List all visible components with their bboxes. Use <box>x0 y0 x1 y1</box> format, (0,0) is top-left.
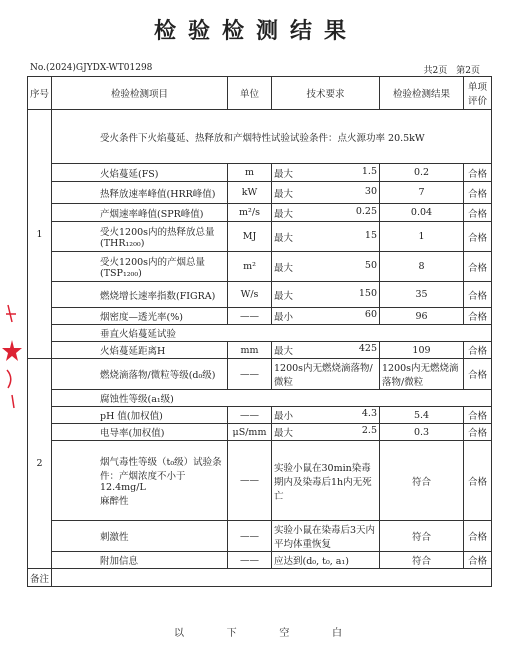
item-name: pH 值(加权值) <box>100 411 163 422</box>
item-cell <box>52 204 228 222</box>
eval-cell: 合格 <box>464 342 492 359</box>
item-cell <box>52 424 228 441</box>
table-row <box>28 521 492 552</box>
req-type: 最大 <box>274 346 294 357</box>
row-number: 1 <box>28 110 52 359</box>
table-row <box>28 182 492 204</box>
req-cell: 1200s内无燃烧滴落物/微粒 <box>272 359 380 390</box>
req-cell <box>272 308 380 325</box>
eval-cell: 合格 <box>464 182 492 204</box>
req-cell <box>272 164 380 182</box>
req-cell: 实验小鼠在30min染毒期内及染毒后1h内无死亡 <box>272 441 380 521</box>
item-name: 电导率(加权值) <box>100 428 165 439</box>
eval-cell: 合格 <box>464 252 492 282</box>
eval-cell: 合格 <box>464 552 492 569</box>
table-row <box>28 424 492 441</box>
item-name: 刺激性 <box>100 532 129 543</box>
req-value: 50 <box>364 259 377 271</box>
req-type: 最小 <box>274 312 294 323</box>
table-row <box>28 164 492 182</box>
remarks-label: 备注 <box>28 569 52 587</box>
item-name: 燃烧滴落物/微粒等级(d₀级) <box>100 370 216 381</box>
results-table <box>27 76 492 587</box>
test-condition: 受火条件下火焰蔓延、热释放和产烟特性试验试验条件：点火源功率 20.5kW <box>52 110 492 164</box>
eval-cell: 合格 <box>464 308 492 325</box>
unit-cell: MJ <box>228 222 272 252</box>
result-cell: 符合 <box>380 521 464 552</box>
result-cell: 符合 <box>380 441 464 521</box>
req-value: 150 <box>358 287 377 299</box>
col-header: 技术要求 <box>272 77 380 110</box>
eval-cell: 合格 <box>464 222 492 252</box>
req-value: 1.5 <box>361 165 377 177</box>
unit-cell: —— <box>228 407 272 424</box>
req-type: 最大 <box>274 188 294 200</box>
item-cell <box>52 308 228 325</box>
unit-cell: —— <box>228 552 272 569</box>
item-cell <box>52 552 228 569</box>
item-name: 烟密度—透光率(%) <box>100 312 183 323</box>
item-cell <box>52 342 228 359</box>
item-cell <box>52 521 228 552</box>
unit-cell: —— <box>228 441 272 521</box>
req-type: 最大 <box>274 232 294 244</box>
table-row <box>28 110 492 164</box>
table-row <box>28 407 492 424</box>
req-cell <box>272 342 380 359</box>
item-cell <box>52 441 228 521</box>
req-type: 最大 <box>274 428 294 439</box>
result-cell: 0.2 <box>380 164 464 182</box>
eval-cell: 合格 <box>464 407 492 424</box>
table-row <box>28 325 492 342</box>
req-type: 最大 <box>274 168 294 180</box>
table-row <box>28 359 492 390</box>
req-value: 15 <box>364 229 377 241</box>
result-cell: 109 <box>380 342 464 359</box>
table-row <box>28 204 492 222</box>
unit-cell: mm <box>228 342 272 359</box>
eval-cell: 合格 <box>464 164 492 182</box>
unit-cell: W/s <box>228 282 272 308</box>
col-header: 检验检测结果 <box>380 77 464 110</box>
item-name: 火焰蔓延(FS) <box>100 168 159 180</box>
eval-cell: 合格 <box>464 282 492 308</box>
item-name: 火焰蔓延距离H <box>100 346 166 357</box>
table-row <box>28 222 492 252</box>
req-cell: 应达到(d₀, t₀, a₁) <box>272 552 380 569</box>
footer-char: 以 <box>174 628 186 639</box>
test-condition: 烟气毒性等级（t₀级）试验条件：产烟浓度不小于12.4mg/L <box>100 457 222 493</box>
item-name: 燃烧增长速率指数(FIGRA) <box>100 290 216 302</box>
table-row <box>28 552 492 569</box>
table-row <box>28 342 492 359</box>
req-type: 最大 <box>274 290 294 302</box>
item-name: 麻醉性 <box>100 496 129 507</box>
req-value: 30 <box>364 185 377 197</box>
test-condition: 垂直火焰蔓延试验 <box>52 325 492 342</box>
item-cell: 腐蚀性等级(a₁级) <box>52 390 492 407</box>
req-type: 最大 <box>274 208 294 220</box>
result-cell: 35 <box>380 282 464 308</box>
unit-cell: —— <box>228 308 272 325</box>
item-cell <box>52 222 228 252</box>
item-cell <box>52 252 228 282</box>
item-name: 附加信息 <box>100 556 139 567</box>
table-row <box>28 441 492 493</box>
item-cell <box>52 359 228 390</box>
result-cell: 1200s内无燃烧滴落物/微粒 <box>380 359 464 390</box>
item-cell <box>52 164 228 182</box>
item-cell <box>52 282 228 308</box>
req-type: 最小 <box>274 411 294 422</box>
result-cell: 7 <box>380 182 464 204</box>
row-number: 2 <box>28 359 52 569</box>
req-cell <box>272 204 380 222</box>
unit-cell: μS/mm <box>228 424 272 441</box>
col-header: 单位 <box>228 77 272 110</box>
req-value: 425 <box>358 343 377 354</box>
table-row <box>28 282 492 308</box>
result-cell: 0.04 <box>380 204 464 222</box>
req-cell <box>272 282 380 308</box>
result-cell: 0.3 <box>380 424 464 441</box>
page-info: 共2页 第2页 <box>423 66 480 76</box>
req-value: 0.25 <box>355 205 377 217</box>
table-row <box>28 252 492 282</box>
footer-blank-notice <box>174 624 344 639</box>
report-meta <box>30 63 480 76</box>
req-cell <box>272 424 380 441</box>
col-header: 单项评价 <box>464 77 492 110</box>
seal-stamp <box>2 300 22 410</box>
col-header: 检验检测项目 <box>52 77 228 110</box>
eval-cell: 合格 <box>464 441 492 521</box>
footer-char: 空 <box>279 628 292 639</box>
unit-cell: m² <box>228 252 272 282</box>
remarks-row <box>28 569 492 587</box>
item-cell <box>52 182 228 204</box>
footer-char: 下 <box>226 628 239 639</box>
result-cell: 1 <box>380 222 464 252</box>
table-row <box>28 390 492 407</box>
item-name: 受火1200s内的产烟总量(TSP₁₂₀₀) <box>100 257 206 279</box>
eval-cell: 合格 <box>464 424 492 441</box>
req-cell <box>272 407 380 424</box>
unit-cell: —— <box>228 359 272 390</box>
req-cell: 实验小鼠在染毒后3天内平均体重恢复 <box>272 521 380 552</box>
item-name: 产烟速率峰值(SPR峰值) <box>100 208 204 220</box>
eval-cell: 合格 <box>464 521 492 552</box>
req-cell <box>272 252 380 282</box>
eval-cell: 合格 <box>464 204 492 222</box>
unit-cell: m²/s <box>228 204 272 222</box>
item-name: 受火1200s内的热释放总量(THR₁₂₀₀) <box>100 227 215 249</box>
report-title: 检验检测结果 <box>153 18 358 44</box>
table-row <box>28 308 492 325</box>
req-value: 60 <box>364 309 377 320</box>
footer-char: 白 <box>331 628 344 639</box>
unit-cell: kW <box>228 182 272 204</box>
item-name: 热释放速率峰值(HRR峰值) <box>100 188 216 200</box>
unit-cell: m <box>228 164 272 182</box>
result-cell: 96 <box>380 308 464 325</box>
col-header: 序号 <box>28 77 52 110</box>
eval-cell: 合格 <box>464 359 492 390</box>
result-cell: 5.4 <box>380 407 464 424</box>
unit-cell: —— <box>228 521 272 552</box>
result-cell: 符合 <box>380 552 464 569</box>
req-cell <box>272 222 380 252</box>
remarks-content <box>52 569 492 587</box>
req-value: 2.5 <box>361 425 377 436</box>
req-type: 最大 <box>274 262 294 274</box>
table-header <box>28 77 492 110</box>
result-cell: 8 <box>380 252 464 282</box>
req-cell <box>272 182 380 204</box>
req-value: 4.3 <box>361 408 377 419</box>
item-cell <box>52 407 228 424</box>
report-number: No.(2024)GJYDX-WT01298 <box>30 63 153 73</box>
